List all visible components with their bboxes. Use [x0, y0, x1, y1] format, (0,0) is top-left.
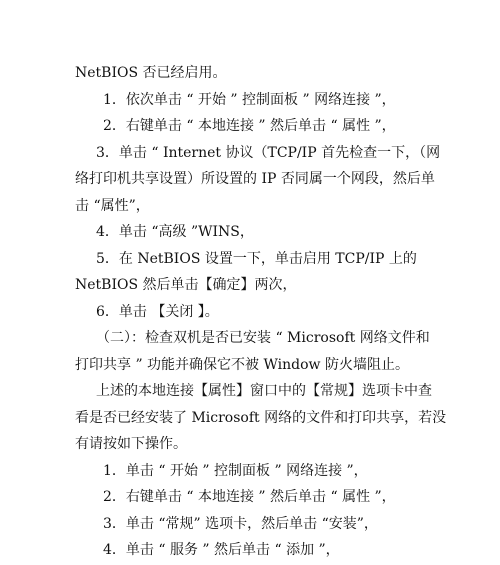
text-line-2: 1．依次单击 “ 开始 ” 控制面板 ” 网络连接 ”， — [103, 92, 396, 108]
text-line-1: NetBIOS 否已经启用。 — [75, 65, 227, 81]
text-line-11: （二）：检查双机是否已安装 “ Microsoft 网络文件和 — [96, 330, 430, 346]
text-line-12: 打印共享 ” 功能并确保它不被 Window 防火墙阻止。 — [75, 357, 409, 373]
text-line-7: 4．单击 “高级 ”WINS， — [96, 224, 254, 240]
text-line-14: 看是否已经安装了 Microsoft 网络的文件和打印共享，若没 — [75, 410, 447, 426]
text-line-4: 3．单击 “ Internet 协议（TCP/IP 首先检查一下，（网 — [96, 145, 441, 161]
text-line-16: 1．单击 “ 开始 ” 控制面板 ” 网络连接 ”， — [103, 463, 368, 479]
text-line-15: 有请按如下操作。 — [75, 436, 187, 452]
text-line-19: 4．单击 “ 服务 ” 然后单击 “ 添加 ”， — [103, 542, 340, 558]
text-line-13: 上述的本地连接【属性】窗口中的【常规】选项卡中查 — [96, 383, 432, 399]
text-line-6: 击 “属性”， — [75, 198, 150, 214]
text-line-10: 6．单击 【关闭 】。 — [96, 304, 219, 320]
text-line-5: 络打印机共享设置）所设置的 IP 否同属一个网段，然后单 — [75, 171, 435, 187]
text-line-9: NetBIOS 然后单击【确定】两次， — [75, 277, 297, 293]
text-line-17: 2．右键单击 “ 本地连接 ” 然后单击 “ 属性 ”， — [103, 489, 396, 505]
text-line-3: 2．右键单击 “ 本地连接 ” 然后单击 “ 属性 ”， — [103, 118, 396, 134]
text-line-18: 3．单击 “常规” 选项卡，然后单击 “安装”， — [103, 516, 378, 532]
text-line-8: 5．在 NetBIOS 设置一下，单击启用 TCP/IP 上的 — [96, 251, 417, 267]
